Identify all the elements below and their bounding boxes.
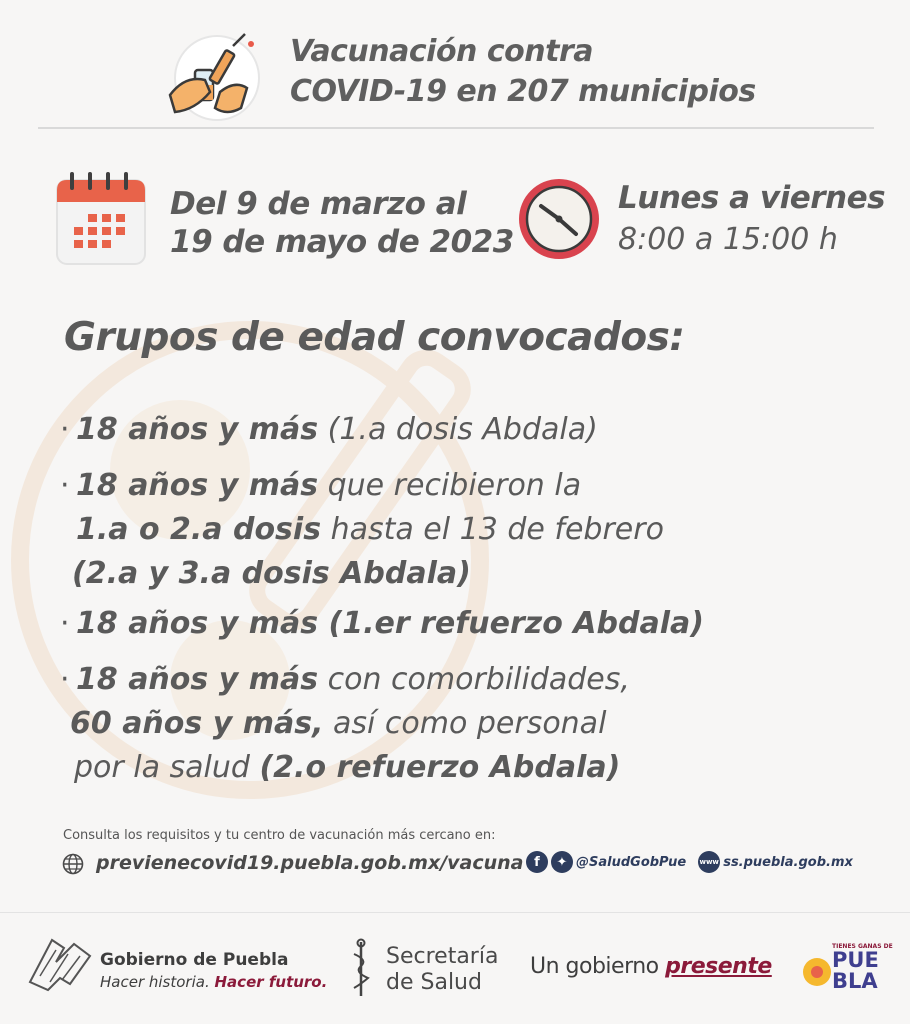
gobierno-name: Gobierno de Puebla	[100, 950, 289, 970]
ungob-part: presente	[665, 954, 772, 979]
facebook-icon[interactable]: f	[526, 851, 548, 873]
date-range	[170, 185, 514, 261]
social-handle-link[interactable]: @SaludGobPue	[576, 854, 687, 870]
salud-line-2: de Salud	[386, 970, 482, 995]
item-text: que recibieron la	[318, 468, 582, 503]
puebla-tagline: TIENES GANAS DE	[832, 943, 893, 950]
list-item	[60, 658, 630, 790]
item-bold: 18 años y más (1.er refuerzo Abdala)	[76, 606, 704, 641]
item-text: así como personal	[323, 706, 607, 741]
bullet: ·	[60, 662, 70, 697]
title-line-2: COVID-19 en 207 municipios	[290, 74, 756, 109]
item-bold: (2.a y 3.a dosis Abdala)	[72, 556, 471, 591]
item-bold: 18 años y más	[76, 662, 319, 697]
list-item	[60, 464, 664, 596]
date-line-1: Del 9 de marzo al	[170, 186, 467, 222]
page-title	[290, 32, 756, 112]
gobierno-slogan	[100, 973, 327, 991]
puebla-flower-icon	[800, 948, 834, 996]
twitter-icon[interactable]: ✦	[551, 851, 573, 873]
slogan-part: Hacer historia.	[100, 973, 215, 991]
un-gobierno-presente	[530, 954, 772, 979]
groups-heading: Grupos de edad convocados:	[64, 315, 685, 360]
item-text: (1.a dosis Abdala)	[318, 412, 598, 447]
title-line-1: Vacunación contra	[290, 34, 593, 69]
item-bold: 1.a o 2.a dosis	[76, 512, 322, 547]
footer-divider	[0, 912, 910, 913]
bullet: ·	[60, 606, 70, 641]
item-bold: 60 años y más,	[70, 706, 324, 741]
list-item	[60, 408, 598, 452]
website-icon[interactable]: www	[698, 851, 720, 873]
slogan-part: Hacer futuro.	[214, 973, 328, 991]
bullet: ·	[60, 468, 70, 503]
clock-icon	[516, 176, 602, 262]
header-divider	[38, 127, 874, 129]
secretaria-salud	[386, 944, 498, 996]
date-line-2: 19 de mayo de 2023	[170, 224, 514, 260]
item-text: con comorbilidades,	[318, 662, 630, 697]
consulta-text: Consulta los requisitos y tu centro de vacunación más cercano en:	[63, 828, 496, 843]
schedule-hours: 8:00 a 15:00 h	[618, 222, 838, 257]
vaccine-url-link[interactable]: previenecovid19.puebla.gob.mx/vacuna	[96, 852, 524, 874]
list-item	[60, 602, 704, 646]
salud-line-1: Secretaría	[386, 944, 499, 969]
puebla-line-1: PUE	[832, 948, 879, 972]
ungob-part: Un gobierno	[530, 954, 666, 979]
social-links	[526, 850, 853, 874]
schedule-days: Lunes a viernes	[618, 180, 886, 216]
item-bold: (2.o refuerzo Abdala)	[259, 750, 621, 785]
item-bold: 18 años y más	[76, 468, 319, 503]
item-text: hasta el 13 de febrero	[321, 512, 664, 547]
puebla-brand	[832, 950, 879, 992]
calendar-icon	[54, 172, 148, 268]
caduceus-icon	[348, 938, 374, 1000]
gobierno-puebla-logo	[26, 932, 98, 994]
website-link[interactable]: ss.puebla.gob.mx	[723, 854, 853, 870]
item-text: por la salud	[74, 750, 260, 785]
vaccine-syringe-icon	[165, 30, 265, 122]
globe-icon	[62, 853, 84, 875]
item-bold: 18 años y más	[76, 412, 319, 447]
puebla-line-2: BLA	[832, 969, 878, 993]
bullet: ·	[60, 412, 70, 447]
